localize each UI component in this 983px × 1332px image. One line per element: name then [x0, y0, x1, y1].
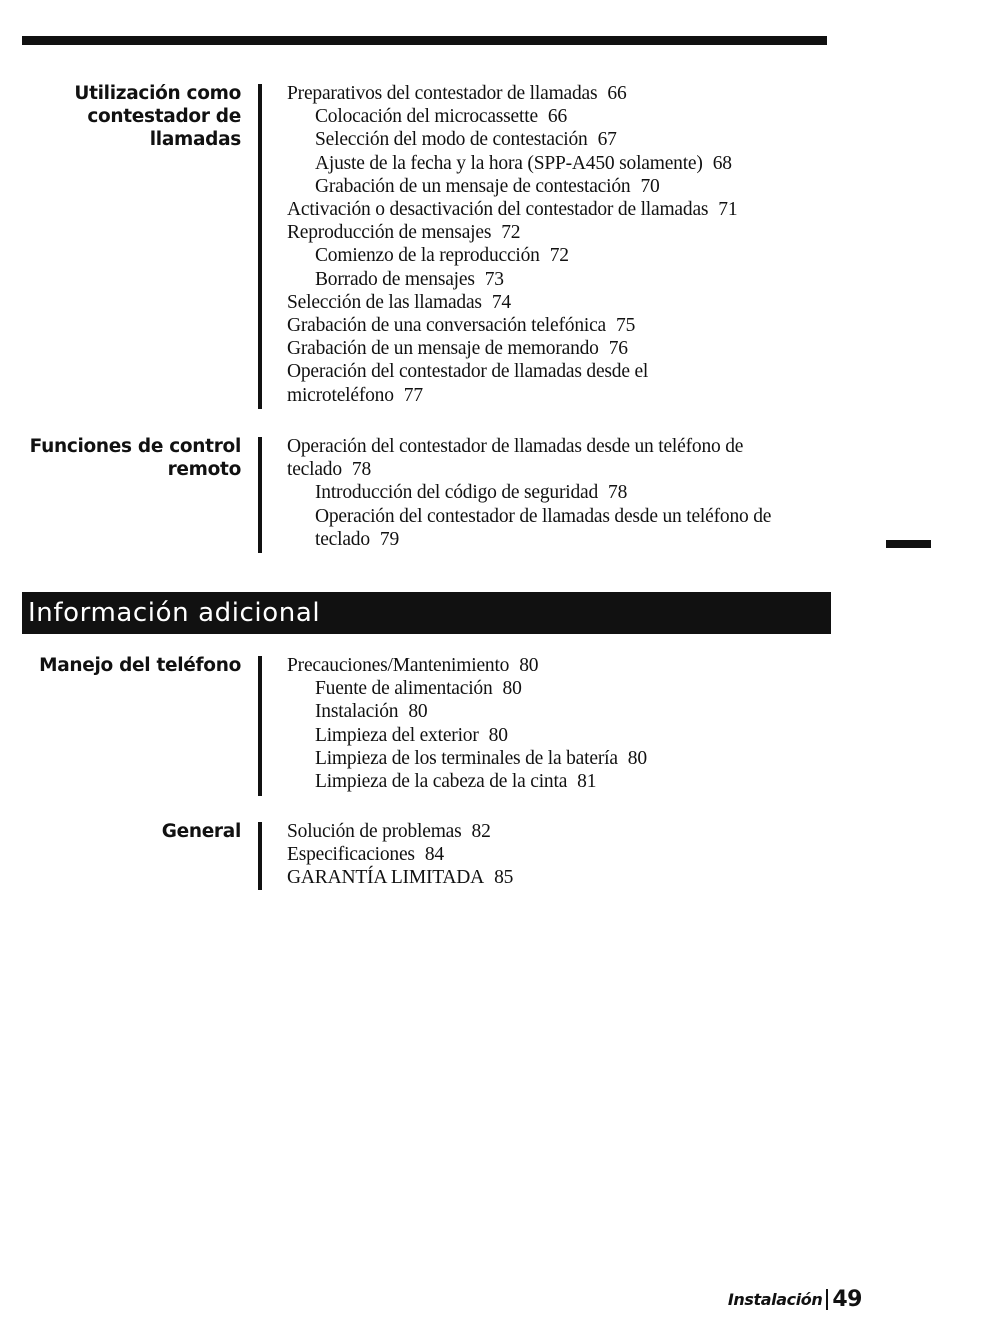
toc-entry-text: Grabación de un mensaje de memorando — [287, 338, 599, 360]
toc-entry-text: Activación o desactivación del contestador de llamadas — [287, 199, 709, 221]
toc-entry-text: Especificaciones — [287, 844, 415, 866]
toc-entry-text: Solución de problemas — [287, 821, 462, 842]
toc-entry-text: Preparativos del contestador de llamadas — [287, 83, 598, 104]
toc-entry-text: Instalación — [315, 701, 399, 723]
toc-entry-text: Grabación de una conversación telefónica — [287, 315, 607, 337]
toc-entry[interactable] — [287, 268, 827, 291]
toc-entry-text: Fuente de alimentación — [315, 678, 493, 700]
toc-entry-text: Reproducción de mensajes — [287, 222, 492, 244]
toc-entry-page: 85 — [494, 867, 514, 889]
toc-entry-page: 78 — [608, 482, 628, 504]
toc-entry-page: 82 — [471, 821, 491, 842]
toc-entry[interactable] — [287, 654, 827, 677]
toc-entry[interactable] — [287, 221, 827, 244]
toc-entry-page: 75 — [616, 315, 636, 337]
toc-entry-page: 76 — [608, 338, 628, 360]
footer-section-name: Instalación — [727, 1290, 823, 1309]
section-divider-bar — [258, 656, 262, 796]
chapter-tab-marker — [886, 540, 931, 548]
toc-entry[interactable] — [287, 505, 785, 551]
toc-entry-text: Operación del contestador de llamadas desde el microteléfono — [287, 361, 649, 406]
toc-entry-text: Precauciones/Mantenimiento — [287, 655, 510, 676]
section-label — [5, 654, 241, 677]
toc-entry[interactable] — [287, 337, 827, 360]
page-number: 49 — [832, 1287, 862, 1312]
toc-entry[interactable] — [287, 677, 827, 700]
toc-entry-text: Operación del contestador de llamadas desde un teléfono de teclado — [315, 505, 772, 550]
toc-entry-list — [287, 654, 827, 793]
toc-entry-page: 66 — [547, 106, 568, 128]
toc-entry-page: 67 — [597, 129, 617, 151]
toc-entry-page: 74 — [491, 291, 511, 313]
section-label-line: Manejo del teléfono — [39, 655, 241, 676]
toc-entry-page: 80 — [502, 678, 522, 700]
toc-entry-text: GARANTÍA LIMITADA — [287, 867, 485, 889]
toc-entry-page: 80 — [627, 747, 647, 769]
toc-entry-page: 73 — [484, 268, 504, 290]
toc-entry[interactable] — [287, 770, 827, 793]
toc-entry-text: Borrado de mensajes — [315, 268, 475, 290]
toc-entry[interactable] — [287, 244, 827, 267]
section-label-line: llamadas — [149, 129, 241, 150]
toc-entry[interactable] — [287, 820, 827, 843]
toc-entry-page: 84 — [424, 844, 444, 866]
toc-entry-text: Comienzo de la reproducción — [315, 245, 540, 267]
toc-entry[interactable] — [287, 291, 827, 314]
section-label — [5, 435, 241, 481]
page-footer — [728, 1287, 862, 1312]
toc-entry-page: 68 — [712, 152, 732, 174]
toc-entry-page: 80 — [408, 701, 428, 723]
toc-entry-list — [287, 82, 827, 407]
section-label — [5, 820, 241, 843]
toc-entry-text: Operación del contestador de llamadas desde un teléfono de teclado — [287, 436, 744, 481]
toc-entry-page: 72 — [501, 222, 521, 244]
toc-entry[interactable] — [287, 843, 827, 866]
toc-entry-page: 77 — [403, 384, 423, 406]
section-label-line: Utilización como — [74, 83, 241, 104]
footer-separator — [826, 1289, 828, 1310]
toc-entry-page: 70 — [640, 175, 660, 197]
toc-entry[interactable] — [287, 700, 827, 723]
section-divider-bar — [258, 84, 262, 409]
toc-entry-page: 80 — [519, 655, 539, 676]
toc-entry[interactable] — [287, 175, 827, 198]
toc-entry[interactable] — [287, 314, 827, 337]
section-label-line: remoto — [167, 459, 241, 480]
toc-entry-text: Limpieza del exterior — [315, 724, 479, 746]
toc-entry-text: Introducción del código de seguridad — [315, 482, 599, 504]
toc-entry[interactable] — [287, 724, 827, 747]
toc-entry-text: Limpieza de la cabeza de la cinta — [315, 771, 568, 793]
toc-entry-text: Selección del modo de contestación — [315, 129, 588, 151]
toc-entry[interactable] — [287, 866, 827, 889]
chapter-banner — [22, 592, 831, 634]
toc-entry-text: Selección de las llamadas — [287, 291, 482, 313]
toc-entry-list — [287, 820, 827, 890]
toc-entry-page: 79 — [379, 528, 400, 550]
toc-entry-page: 72 — [549, 245, 569, 267]
toc-entry[interactable] — [287, 105, 827, 128]
toc-entry[interactable] — [287, 82, 827, 105]
toc-entry[interactable] — [287, 481, 827, 504]
section-divider-bar — [258, 822, 262, 890]
section-label — [5, 82, 241, 151]
chapter-banner-title: Información adicional — [28, 598, 321, 628]
toc-entry[interactable] — [287, 198, 827, 221]
toc-entry[interactable] — [287, 152, 827, 175]
toc-entry-page: 66 — [607, 83, 627, 104]
toc-entry-text: Grabación de un mensaje de contestación — [315, 175, 631, 197]
toc-entry-text: Ajuste de la fecha y la hora (SPP-A450 solamente) — [315, 152, 703, 174]
toc-entry[interactable] — [287, 360, 737, 406]
toc-entry[interactable] — [287, 128, 827, 151]
section-label-line: Funciones de control — [29, 436, 241, 457]
top-rule — [22, 36, 827, 45]
section-label-line: General — [161, 821, 241, 842]
toc-entry-page: 81 — [577, 771, 597, 793]
toc-entry-text: Colocación del microcassette — [315, 106, 538, 128]
toc-entry-list — [287, 435, 827, 551]
section-label-line: contestador de — [87, 106, 241, 127]
toc-entry[interactable] — [287, 747, 827, 770]
toc-entry-page: 78 — [351, 459, 372, 481]
toc-entry-page: 80 — [488, 724, 508, 746]
toc-entry-text: Limpieza de los terminales de la batería — [315, 747, 618, 769]
toc-entry-page: 71 — [718, 199, 738, 221]
toc-entry[interactable] — [287, 435, 807, 481]
section-divider-bar — [258, 437, 262, 553]
